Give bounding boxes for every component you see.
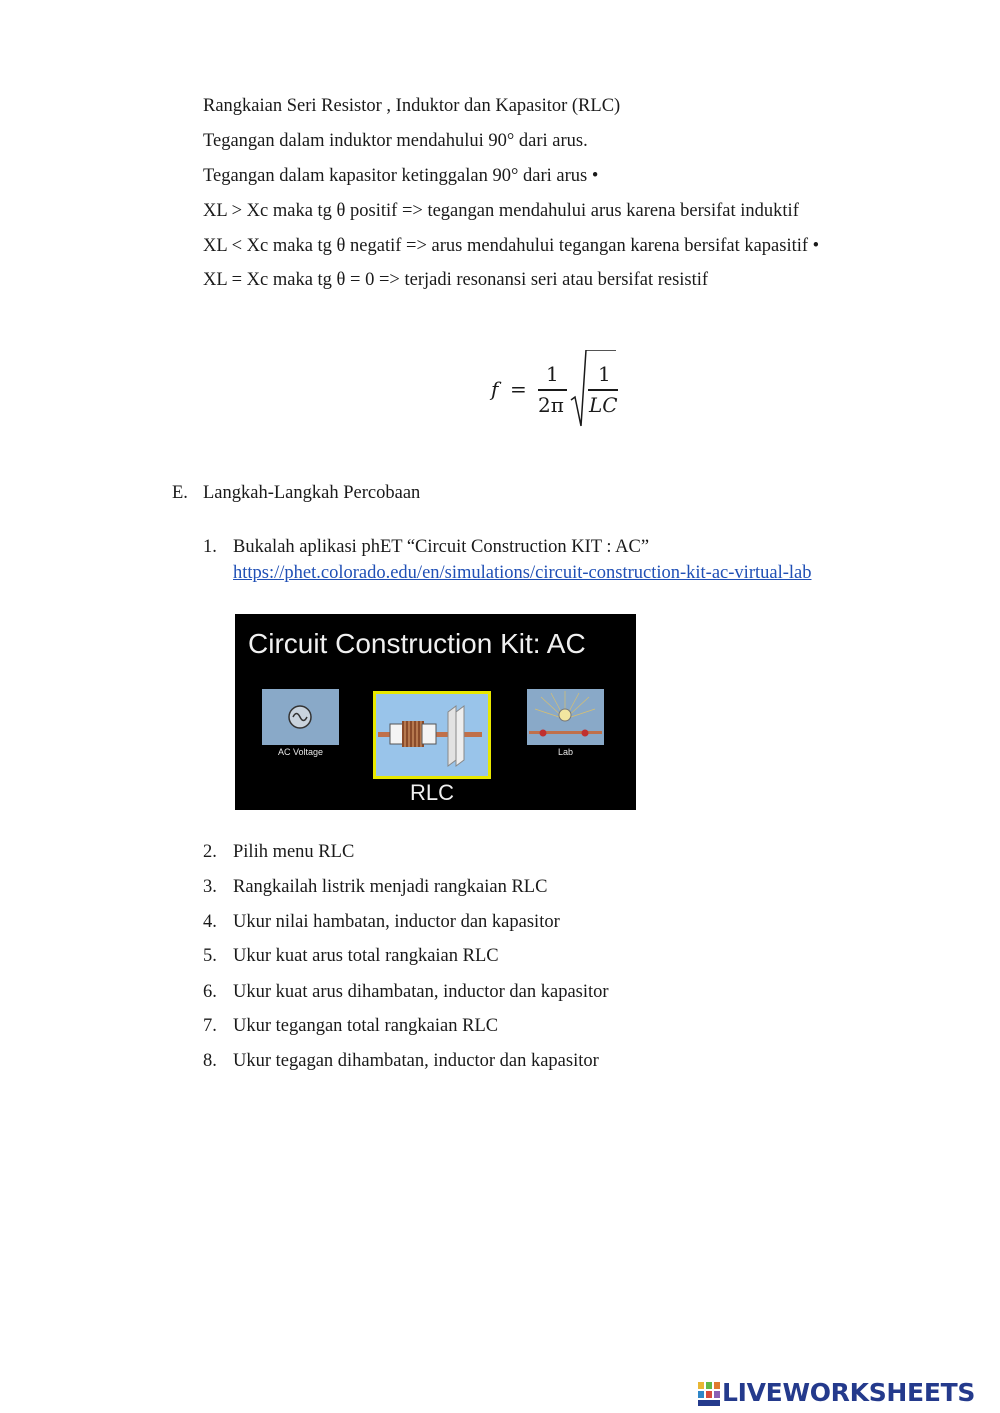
intro-line-2: Tegangan dalam induktor mendahului 90° dari arus. [203, 131, 588, 151]
step-text: Pilih menu RLC [233, 842, 355, 862]
ac-source-icon [262, 689, 339, 745]
step-number: 1. [203, 537, 217, 557]
phet-sim-screenshot [235, 614, 636, 810]
formula-denominator-1: 2π [538, 393, 564, 417]
phet-link[interactable]: https://phet.colorado.edu/en/simulations/circuit-construction-kit-ac-virtual-lab [233, 563, 812, 583]
intro-line-6: XL = Xc maka tg θ = 0 => terjadi resonansi seri atau bersifat resistif [203, 270, 709, 290]
ac-voltage-thumbnail [262, 689, 339, 745]
formula-denominator-2: LC [589, 393, 618, 417]
step-number: 6. [203, 982, 217, 1002]
step-8 [203, 1051, 599, 1072]
step-text: Ukur kuat arus total rangkaian RLC [233, 946, 499, 966]
step-number: 8. [203, 1051, 217, 1071]
step-text: Ukur tegagan dihambatan, inductor dan kapasitor [233, 1051, 599, 1071]
formula-equals: = [510, 377, 527, 401]
step-text: Rangkailah listrik menjadi rangkaian RLC [233, 877, 548, 897]
section-e-heading [172, 483, 420, 504]
step-1 [203, 537, 649, 558]
formula-numerator-2: 1 [598, 362, 611, 386]
formula-fraction-bar-2 [588, 389, 618, 391]
ac-voltage-label: AC Voltage [277, 747, 324, 757]
step-6 [203, 982, 609, 1003]
step-5 [203, 946, 499, 967]
formula-lhs: f [491, 377, 499, 401]
lab-thumbnail [527, 689, 604, 745]
intro-line-5: XL < Xc maka tg θ negatif => arus mendahului tegangan karena bersifat kapasitif • [203, 236, 820, 256]
intro-line-1: Rangkaian Seri Resistor , Induktor dan Kapasitor (RLC) [203, 96, 621, 116]
step-2 [203, 842, 354, 863]
formula-numerator-1: 1 [546, 362, 559, 386]
step-number: 7. [203, 1016, 217, 1036]
step-number: 5. [203, 946, 217, 966]
liveworksheets-logo-icon [698, 1382, 720, 1406]
lab-label: Lab [557, 747, 574, 757]
step-number: 3. [203, 877, 217, 897]
step-7 [203, 1016, 498, 1037]
step-4 [203, 912, 560, 933]
lab-circuit-icon [527, 689, 604, 745]
rlc-label: RLC [409, 780, 454, 805]
resonance-formula [488, 350, 628, 430]
liveworksheets-logo-text: LIVEWORKSHEETS [722, 1378, 976, 1407]
rlc-thumbnail [373, 691, 491, 779]
step-text: Ukur tegangan total rangkaian RLC [233, 1016, 499, 1036]
step-number: 2. [203, 842, 217, 862]
step-text: Ukur nilai hambatan, inductor dan kapasitor [233, 912, 560, 932]
intro-line-4: XL > Xc maka tg θ positif => tegangan mendahului arus karena bersifat induktif [203, 201, 799, 221]
sim-title: Circuit Construction Kit: AC [248, 628, 586, 659]
step-text: Bukalah aplikasi phET “Circuit Construction KIT : AC” [233, 537, 650, 557]
section-title: Langkah-Langkah Percobaan [203, 483, 421, 503]
rlc-components-icon [376, 694, 488, 776]
intro-line-3: Tegangan dalam kapasitor ketinggalan 90° dari arus • [203, 166, 599, 186]
section-letter: E. [172, 483, 188, 503]
step-3 [203, 877, 547, 898]
liveworksheets-logo [698, 1378, 975, 1408]
step-number: 4. [203, 912, 217, 932]
step-text: Ukur kuat arus dihambatan, inductor dan kapasitor [233, 982, 609, 1002]
